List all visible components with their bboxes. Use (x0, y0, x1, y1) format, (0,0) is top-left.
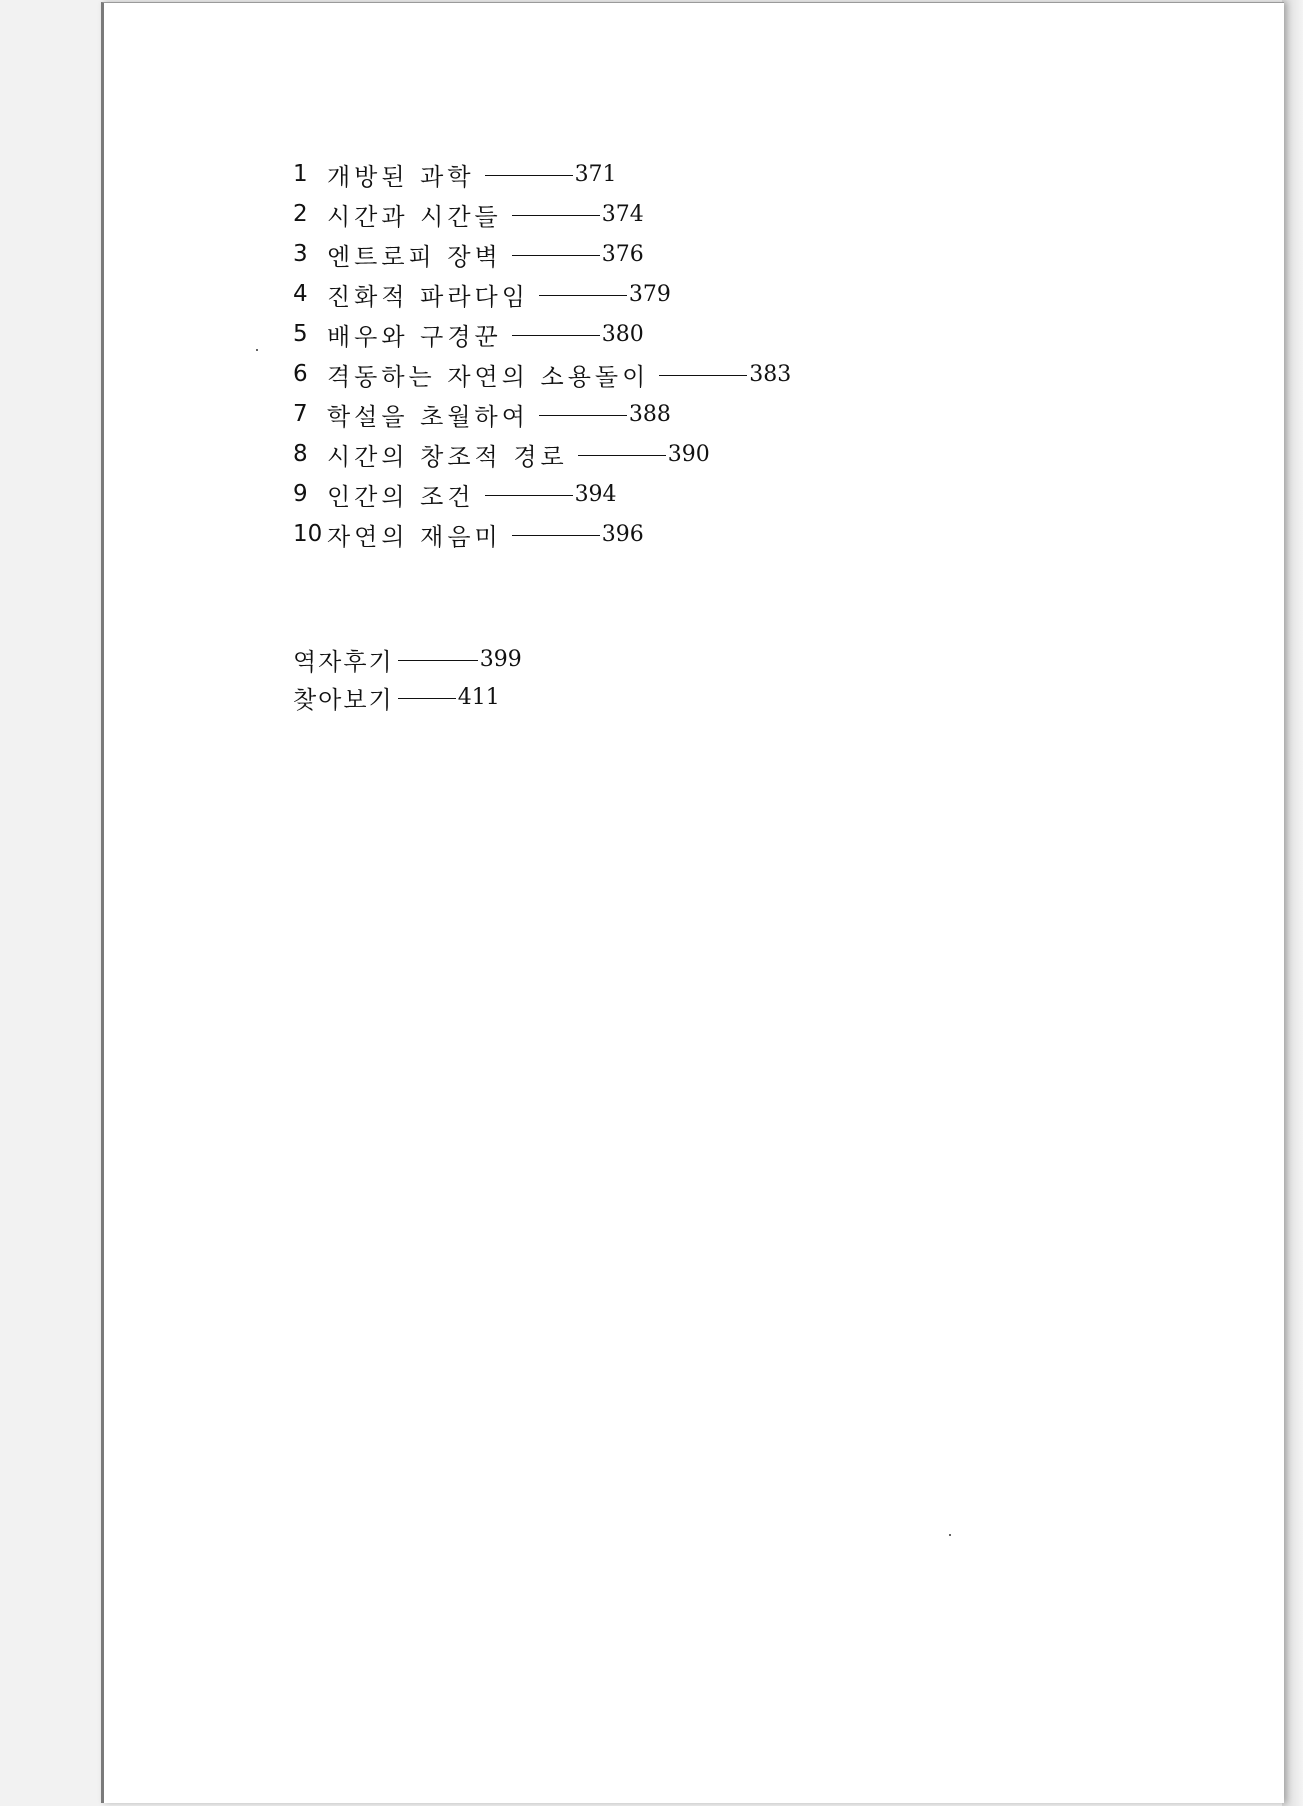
toc-entry[interactable] (293, 434, 791, 474)
toc-entry-title: 자연의 재음미 (327, 522, 502, 551)
toc-entry-title: 배우와 구경꾼 (327, 322, 502, 351)
toc-entry[interactable] (293, 394, 791, 434)
back-matter-entry[interactable] (293, 678, 522, 716)
toc-entry-page: 390 (667, 441, 710, 467)
leader-line (578, 455, 666, 456)
back-matter-entry[interactable] (293, 640, 522, 678)
toc-entry-page: 380 (601, 321, 644, 347)
back-matter-title: 찾아보기 (293, 685, 394, 714)
toc-entry-number: 8 (293, 441, 308, 467)
toc-entry-title: 인간의 조건 (327, 482, 475, 511)
toc-entry[interactable] (293, 354, 791, 394)
leader-line (485, 175, 573, 176)
toc-entry-number: 2 (293, 201, 308, 227)
toc-entry-number: 4 (293, 281, 308, 307)
leader-line (485, 495, 573, 496)
toc-entry-page: 371 (574, 161, 617, 187)
toc-entry[interactable] (293, 274, 791, 314)
toc-entry-page: 396 (601, 521, 644, 547)
toc-entry-number: 10 (293, 521, 323, 547)
scan-speck (256, 349, 258, 351)
toc-entry-number: 3 (293, 241, 308, 267)
toc-entry-page: 383 (749, 361, 792, 387)
toc-entry[interactable] (293, 314, 791, 354)
leader-line (659, 375, 747, 376)
toc-entry-number: 9 (293, 481, 308, 507)
toc-entry[interactable] (293, 474, 791, 514)
toc-entry-title: 엔트로피 장벽 (327, 242, 502, 271)
toc-entry-page: 374 (601, 201, 644, 227)
toc-entry-page: 376 (601, 241, 644, 267)
page-edge (1282, 0, 1303, 1806)
toc-entry-number: 5 (293, 321, 308, 347)
toc-entry-title: 격동하는 자연의 소용돌이 (327, 362, 650, 391)
toc-entry[interactable] (293, 194, 791, 234)
toc-entry-page: 379 (628, 281, 671, 307)
back-matter-list (293, 640, 522, 716)
toc-entry-page: 388 (628, 401, 671, 427)
toc-entry-number: 6 (293, 361, 308, 387)
leader-line (512, 335, 600, 336)
leader-line (398, 660, 478, 661)
scan-speck (949, 1534, 951, 1536)
toc-entry-title: 개방된 과학 (327, 162, 475, 191)
toc-entry-number: 1 (293, 161, 308, 187)
toc-entry-title: 진화적 파라다임 (327, 282, 529, 311)
toc-entry-number: 7 (293, 401, 308, 427)
toc-entry[interactable] (293, 514, 791, 554)
leader-line (539, 295, 627, 296)
toc-entry-title: 학설을 초월하여 (327, 402, 529, 431)
table-of-contents (293, 154, 791, 554)
back-matter-page: 411 (457, 684, 500, 710)
toc-entry-title: 시간의 창조적 경로 (327, 442, 568, 471)
leader-line (512, 215, 600, 216)
toc-entry[interactable] (293, 234, 791, 274)
toc-entry-title: 시간과 시간들 (327, 202, 502, 231)
toc-entry-page: 394 (574, 481, 617, 507)
back-matter-title: 역자후기 (293, 647, 394, 676)
toc-entry[interactable] (293, 154, 791, 194)
leader-line (512, 535, 600, 536)
leader-line (539, 415, 627, 416)
leader-line (512, 255, 600, 256)
leader-line (398, 698, 456, 699)
back-matter-page: 399 (479, 646, 522, 672)
